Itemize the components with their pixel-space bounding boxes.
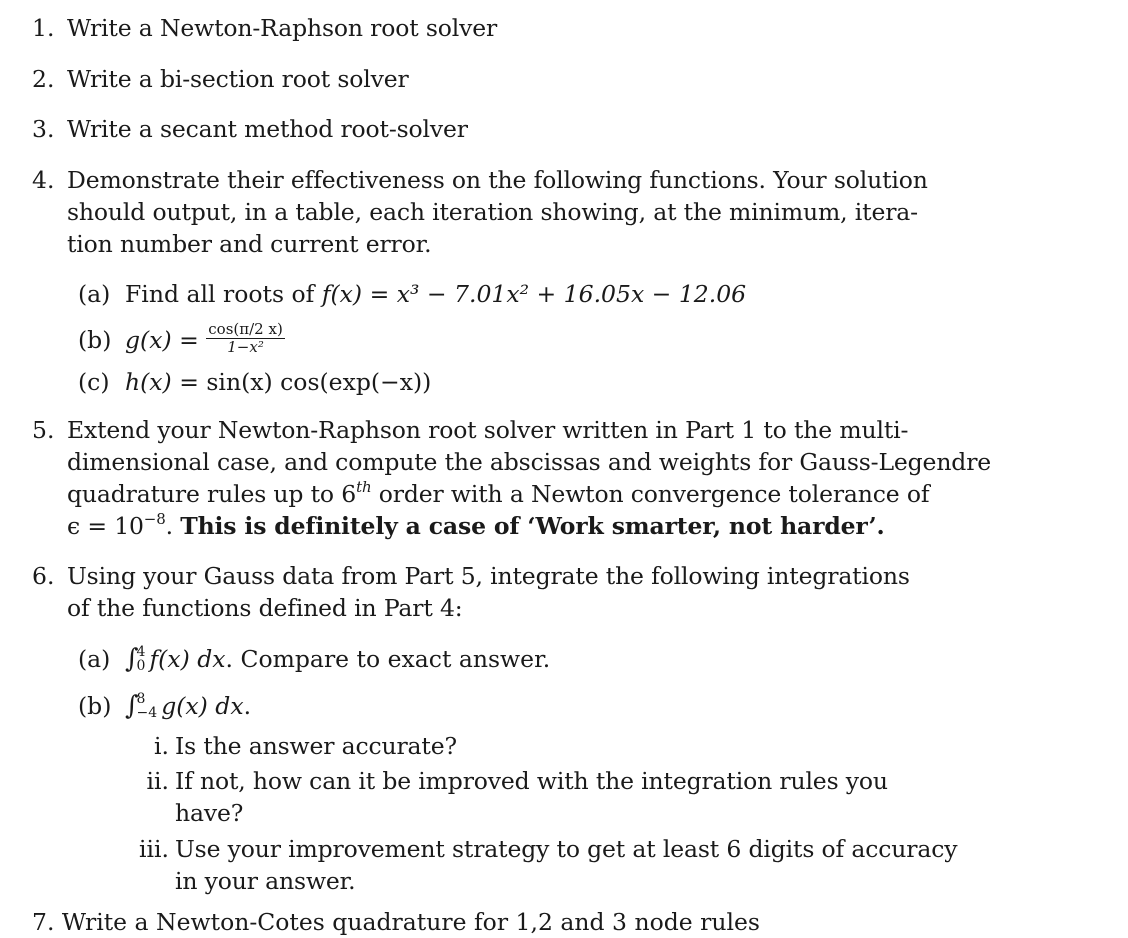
equals-sign: = [362,280,397,308]
item-number: 4. [32,166,55,194]
item-number: 2. [32,65,55,93]
integrand: g(x) dx [161,692,244,720]
sub-item-text [125,366,431,398]
item-text-line: of the functions defined in Part 4: [67,594,463,622]
roman-text-line: Is the answer accurate? [175,732,457,760]
list-item-7-partial: 7. Write a Newton-Cotes quadrature for 1,2 and 3 node rules [32,908,760,936]
equals-sign: = [171,326,207,354]
sub-item-rest: . [243,692,252,720]
sub-item-text [125,320,285,358]
item-text: Write a secant method root-solver [67,115,468,143]
item-number: 6. [32,562,55,590]
tolerance-expression: ϵ = 10 [67,512,144,540]
text-segment: quadrature rules up to 6 [67,480,357,508]
item-text-line: Demonstrate their effectiveness on the following functions. Your solution [67,166,928,194]
sub-item-label: (a) [78,645,111,673]
roman-label: i. [154,732,169,760]
roman-text-line: in your answer. [175,867,356,895]
upper-limit: 4 [136,643,146,660]
sub-item-label: (c) [78,368,110,396]
integrand: f(x) dx [149,645,226,673]
item-text: Write a bi-section root solver [67,65,409,93]
sub-item-label: (b) [78,692,112,720]
item-text-line: dimensional case, and compute the abscissas and weights for Gauss-Legendre [67,448,992,476]
sub-item-label: (a) [78,280,111,308]
integral-limits [137,645,146,673]
item-text-line: Using your Gauss data from Part 5, integrate the following integrations [67,562,910,590]
function-name: g [125,326,141,354]
sub-item-text [125,690,251,722]
function-expression: sin(x) cos(exp(−x)) [206,368,432,396]
item-number: 5. [32,416,55,444]
sub-item-text [125,278,746,310]
roman-label: iii. [138,835,169,863]
integral-limits [137,692,158,720]
equals-sign: = [171,368,207,396]
function-arg: (x) [330,280,363,308]
sub-item-prefix: Find all roots of [125,280,322,308]
roman-label: ii. [146,767,169,795]
superscript: −8 [143,510,166,528]
item-number: 1. [32,14,55,42]
function-name: h [125,368,141,396]
superscript: th [356,478,372,496]
function-expression: x³ − 7.01x² + 16.05x − 12.06 [396,280,747,308]
fraction [206,322,285,355]
emphasis-text: This is definitely a case of ‘Work smarter, not harder’. [180,512,885,540]
sub-item-rest: . Compare to exact answer. [225,645,551,673]
function-name: f [321,280,331,308]
item-text: Write a Newton-Raphson root solver [67,14,498,42]
item-text-line: tion number and current error. [67,230,432,258]
text-segment: order with a Newton convergence tolerance of [371,480,930,508]
integral-sign: ∫ [125,644,139,674]
item-number: 3. [32,115,55,143]
fraction-denominator: 1−x² [227,338,264,356]
sub-item-text [125,643,550,675]
function-arg: (x) [140,326,172,354]
function-arg: (x) [140,368,172,396]
roman-text-line: have? [175,799,244,827]
item-text-line: should output, in a table, each iteration showing, at the minimum, itera- [67,198,918,226]
item-text-line [67,510,937,542]
item-text-line: Extend your Newton-Raphson root solver written in Part 1 to the multi- [67,416,909,444]
upper-limit: 8 [136,690,146,707]
lower-limit: 0 [136,657,146,674]
integral-sign: ∫ [125,691,139,721]
text-segment: . [165,512,181,540]
item-text-line [67,478,937,510]
sub-item-label: (b) [78,326,112,354]
roman-text-line: Use your improvement strategy to get at least 6 digits of accuracy [175,835,958,863]
lower-limit: −4 [136,704,158,721]
fraction-numerator: cos(π/2 x) [208,320,283,338]
roman-text-line: If not, how can it be improved with the integration rules you [175,767,888,795]
